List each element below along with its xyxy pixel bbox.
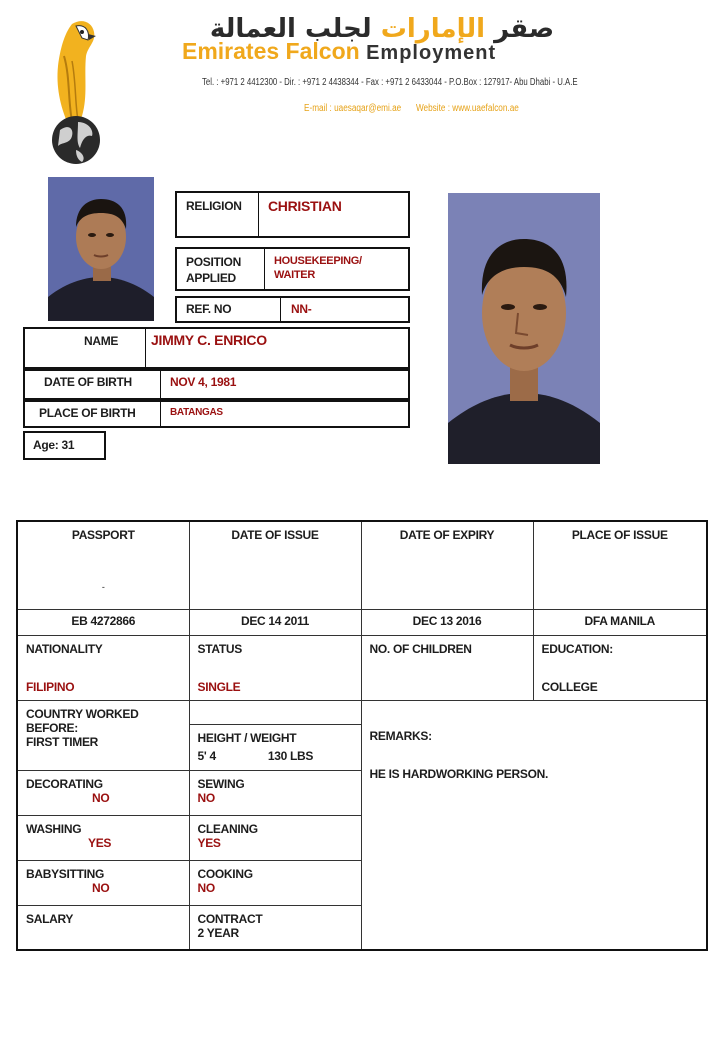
pob-value: BATANGAS bbox=[170, 407, 223, 418]
falcon-globe-logo bbox=[42, 16, 108, 166]
large-photo bbox=[448, 193, 600, 464]
company-arabic-name: صقر الإمارات لجلب العمالة bbox=[209, 14, 555, 44]
status-cell: STATUS SINGLE bbox=[189, 635, 361, 700]
nationality-cell: NATIONALITY FILIPINO bbox=[17, 635, 189, 700]
religion-value: CHRISTIAN bbox=[268, 198, 342, 214]
contract-cell: CONTRACT 2 YEAR bbox=[189, 905, 361, 950]
sewing-cell: SEWING NO bbox=[189, 770, 361, 815]
name-label: NAME bbox=[84, 334, 119, 348]
blank-cell bbox=[189, 700, 361, 724]
ref-label: REF. NO bbox=[186, 302, 232, 316]
country-cell: COUNTRY WORKED BEFORE: FIRST TIMER bbox=[17, 700, 189, 770]
small-photo bbox=[48, 177, 154, 321]
ref-value: NN- bbox=[291, 302, 312, 316]
religion-label: RELIGION bbox=[186, 199, 242, 213]
details-table bbox=[16, 520, 708, 951]
passport-value: EB 4272866 bbox=[17, 609, 189, 635]
babysitting-cell: BABYSITTING NO bbox=[17, 860, 189, 905]
issue-value: DEC 14 2011 bbox=[189, 609, 361, 635]
issue-header: DATE OF ISSUE bbox=[189, 521, 361, 609]
website-text: Website : www.uaefalcon.ae bbox=[415, 103, 519, 114]
cooking-cell: COOKING NO bbox=[189, 860, 361, 905]
remarks-cell: REMARKS: HE IS HARDWORKING PERSON. bbox=[361, 700, 707, 950]
dob-label: DATE OF BIRTH bbox=[44, 375, 132, 389]
contact-line: Tel. : +971 2 4412300 - Dir. : +971 2 4438344 - Fax : +971 2 6433044 - P.O.Box : 127917- Abu Dhabi - U.A.E bbox=[202, 77, 578, 88]
position-value: HOUSEKEEPING/ WAITER bbox=[274, 255, 362, 281]
name-value: JIMMY C. ENRICO bbox=[151, 332, 267, 348]
email-text: E-mail : uaesaqar@emi.ae bbox=[304, 103, 402, 114]
washing-cell: WASHING YES bbox=[17, 815, 189, 860]
children-cell: NO. OF CHILDREN bbox=[361, 635, 533, 700]
passport-header: PASSPORT - bbox=[17, 521, 189, 609]
education-cell: EDUCATION: COLLEGE bbox=[533, 635, 707, 700]
place-header: PLACE OF ISSUE bbox=[533, 521, 707, 609]
salary-cell: SALARY bbox=[17, 905, 189, 950]
company-name: Emirates Falcon Employment bbox=[182, 38, 497, 64]
place-value: DFA MANILA bbox=[533, 609, 707, 635]
position-label: POSITION APPLIED bbox=[186, 255, 241, 285]
expiry-header: DATE OF EXPIRY bbox=[361, 521, 533, 609]
expiry-value: DEC 13 2016 bbox=[361, 609, 533, 635]
age-value: Age: 31 bbox=[33, 438, 75, 452]
dob-value: NOV 4, 1981 bbox=[170, 375, 237, 389]
decorating-cell: DECORATING NO bbox=[17, 770, 189, 815]
cleaning-cell: CLEANING YES bbox=[189, 815, 361, 860]
pob-label: PLACE OF BIRTH bbox=[39, 406, 136, 420]
email-website-line bbox=[304, 103, 519, 114]
height-weight-cell: HEIGHT / WEIGHT 5' 4 130 LBS bbox=[189, 724, 361, 770]
